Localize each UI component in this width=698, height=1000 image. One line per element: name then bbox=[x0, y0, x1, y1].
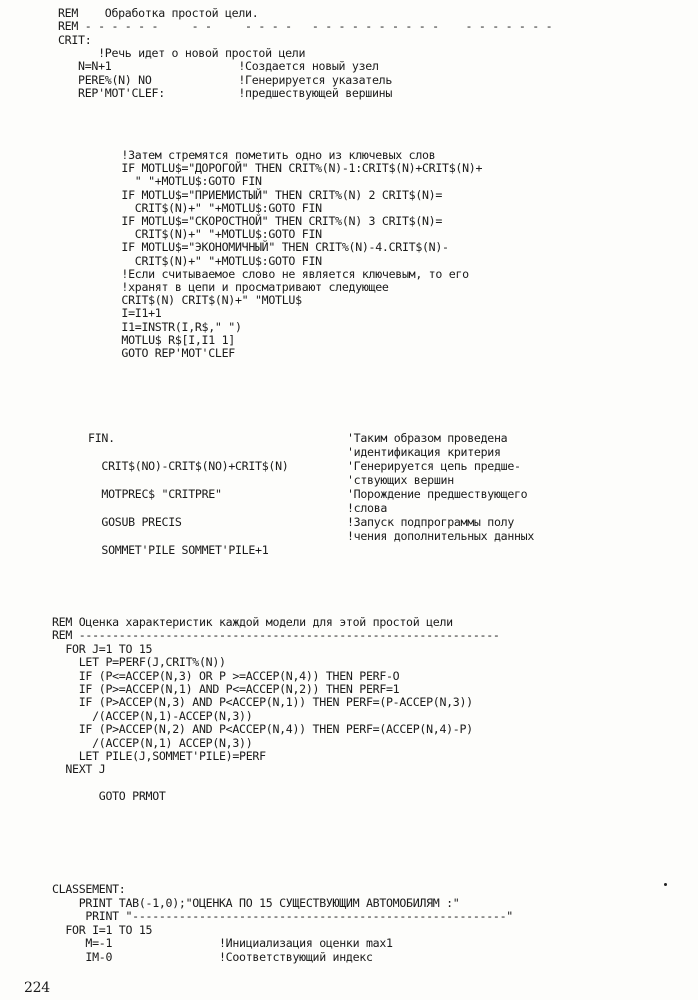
code-line: !Если считываемое слово не является ключевым, то его bbox=[88, 266, 469, 281]
code-comment: 'идентификация критерия bbox=[347, 445, 501, 459]
code-line: CRIT$(N)+" "+MOTLU$:GOTO FIN bbox=[88, 200, 322, 215]
code-line: I=I1+1 bbox=[88, 306, 162, 321]
code-line: REM - - - - - - - - - - - - - - - - - - - - - - - - - - - - - bbox=[58, 19, 553, 34]
code-line: FIN. bbox=[68, 431, 115, 445]
code-comment: 'Порождение предшествующего bbox=[347, 487, 528, 501]
page-number: 224 bbox=[24, 980, 50, 996]
code-line: CRIT$(N)+" "+MOTLU$:GOTO FIN bbox=[88, 253, 322, 268]
code-line: IF MOTLU$="ПРИЕМИСТЫЙ" THEN CRIT%(N) 2 CRIT$(N)= bbox=[88, 187, 443, 202]
code-line: SOMMET'PILE SOMMET'PILE+1 bbox=[68, 543, 269, 557]
code-line: /(ACCEP(N,1)-ACCEP(N,3)) bbox=[52, 708, 253, 723]
code-line: N=N+1 !Создается новый узел bbox=[58, 59, 379, 74]
code-line: GOTO REP'MOT'CLEF bbox=[88, 346, 235, 360]
code-line: " "+MOTLU$:GOTO FIN bbox=[88, 174, 262, 189]
code-line: CRIT: bbox=[58, 32, 92, 47]
code-comment: !Запуск подпрограммы полу bbox=[347, 515, 515, 529]
code-line: NEXT J bbox=[52, 762, 106, 777]
code-line: PRINT TAB(-1,0);"ОЦЕНКА ПО 15 СУЩЕСТВУЮЩИМ АВТОМОБИЛЯМ :" bbox=[52, 895, 460, 910]
code-line: REM --------------------------------------------------------------- bbox=[52, 628, 500, 643]
code-line: GOSUB PRECIS bbox=[68, 515, 182, 529]
code-comment: 'Таким образом проведена bbox=[347, 431, 508, 445]
code-line: CRIT$(N)+" "+MOTLU$:GOTO FIN bbox=[88, 227, 322, 242]
code-line: CLASSEMENT: bbox=[52, 882, 126, 896]
code-line: !Речь идет о новой простой цели bbox=[58, 45, 306, 60]
code-line: MOTLU$ R$[I,I1 1] bbox=[88, 332, 235, 347]
code-line: IF (P>=ACCEP(N,1) AND P<=ACCEP(N,2)) THEN PERF=1 bbox=[52, 682, 400, 696]
code-line: !хранят в цепи и просматривают следующее bbox=[88, 280, 389, 294]
ink-speck bbox=[664, 883, 667, 886]
code-comment: 'ствующих вершин bbox=[347, 473, 454, 487]
code-comment: !слова bbox=[347, 501, 388, 515]
code-line: LET P=PERF(J,CRIT%(N)) bbox=[52, 655, 226, 670]
code-line: PERE%(N) NO !Генерируется указатель bbox=[58, 72, 393, 87]
code-line: MOTPREC$ "CRITPRE" bbox=[68, 487, 222, 501]
code-comment: !чения дополнительных данных bbox=[347, 529, 535, 543]
code-line: CRIT$(N) CRIT$(N)+" "MOTLU$ bbox=[88, 293, 302, 308]
code-line: FOR I=1 TO 15 bbox=[52, 922, 153, 937]
code-line: IF MOTLU$="ЭКОНОМИЧНЫЙ" THEN CRIT%(N)-4.CRIT$(N)- bbox=[88, 240, 449, 255]
code-line: GOTO PRMOT bbox=[52, 789, 166, 804]
code-line: CRIT$(NO)-CRIT$(NO)+CRIT$(N) bbox=[68, 459, 289, 473]
code-line: !Затем стремятся пометить одно из ключевых слов bbox=[88, 148, 436, 162]
code-line: LET PILE(J,SOMMET'PILE)=PERF bbox=[52, 749, 266, 763]
code-line: IF MOTLU$="ДОРОГОЙ" THEN CRIT%(N)-1:CRIT$(N)+CRIT$(N)+ bbox=[88, 161, 483, 176]
code-line: REM Обработка простой цели. bbox=[58, 6, 259, 20]
code-line: I1=INSTR(I,R$," ") bbox=[88, 319, 242, 334]
code-line: IF (P>ACCEP(N,3) AND P<ACCEP(N,1)) THEN PERF=(P-ACCEP(N,3)) bbox=[52, 695, 473, 710]
code-line: IM-0 !Соответствующий индекс bbox=[52, 950, 373, 964]
code-line: IF (P<=ACCEP(N,3) OR P >=ACCEP(N,4)) THEN PERF-O bbox=[52, 668, 400, 683]
code-line: M=-1 !Инициализация оценки max1 bbox=[52, 936, 393, 951]
code-line: IF MOTLU$="СКОРОСТНОЙ" THEN CRIT%(N) 3 CRIT$(N)= bbox=[88, 214, 443, 228]
code-line: REM Оценка характеристик каждой модели для этой простой цели bbox=[52, 615, 453, 629]
code-comment: 'Генерируется цепь предше- bbox=[347, 459, 521, 473]
code-line: REP'MOT'CLEF: !предшествующей вершины bbox=[58, 85, 393, 100]
code-line: IF (P>ACCEP(N,2) AND P<ACCEP(N,4)) THEN PERF=(ACCEP(N,4)-P) bbox=[52, 722, 473, 737]
code-line: PRINT "--------------------------------------------------------" bbox=[52, 909, 513, 924]
code-line: /(ACCEP(N,1) ACCEP(N,3)) bbox=[52, 735, 253, 750]
code-line: FOR J=1 TO 15 bbox=[52, 641, 153, 656]
